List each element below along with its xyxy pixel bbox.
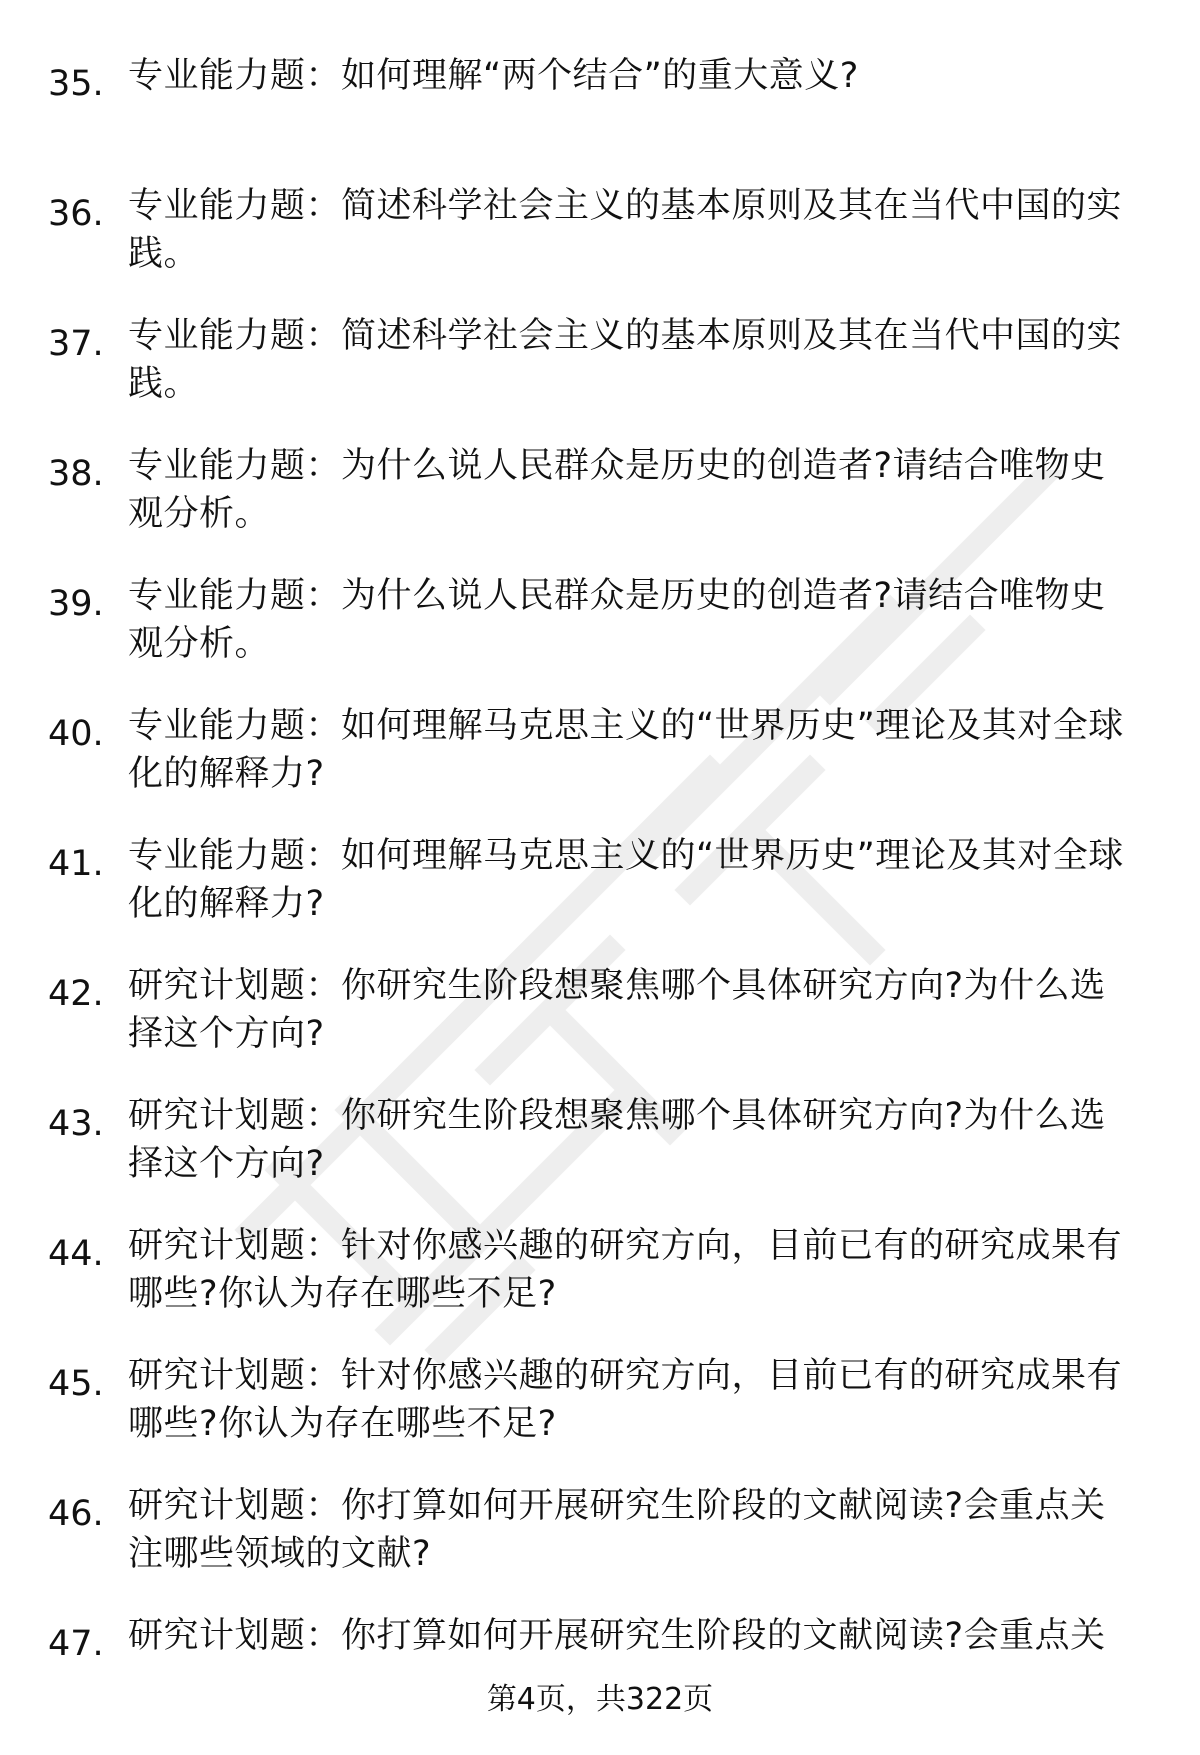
question-number: 44. xyxy=(48,1234,104,1274)
question-item xyxy=(0,442,1200,572)
question-number: 39. xyxy=(48,584,104,624)
question-number: 36. xyxy=(48,194,104,234)
question-number: 40. xyxy=(48,714,104,754)
question-text: 研究计划题：针对你感兴趣的研究方向，目前已有的研究成果有哪些?你认为存在哪些不足? xyxy=(128,1356,1123,1444)
question-number: 43. xyxy=(48,1104,104,1144)
question-item xyxy=(0,1352,1200,1482)
question-number: 46. xyxy=(48,1494,104,1534)
question-number: 41. xyxy=(48,844,104,884)
question-item xyxy=(0,1092,1200,1222)
question-item xyxy=(0,182,1200,312)
page-footer: 第4页，共322页 xyxy=(486,1682,714,1717)
question-text: 专业能力题：如何理解马克思主义的“世界历史”理论及其对全球化的解释力? xyxy=(128,706,1124,794)
question-text: 专业能力题：如何理解“两个结合”的重大意义? xyxy=(128,56,859,96)
question-number: 42. xyxy=(48,974,104,1014)
question-item xyxy=(0,1612,1200,1742)
question-text: 研究计划题：你研究生阶段想聚焦哪个具体研究方向?为什么选择这个方向? xyxy=(128,966,1106,1054)
question-text: 研究计划题：你打算如何开展研究生阶段的文献阅读?会重点关 xyxy=(128,1616,1106,1656)
question-number: 45. xyxy=(48,1364,104,1404)
question-number: 38. xyxy=(48,454,104,494)
question-text: 专业能力题：简述科学社会主义的基本原则及其在当代中国的实践。 xyxy=(128,186,1123,274)
question-text: 专业能力题：如何理解马克思主义的“世界历史”理论及其对全球化的解释力? xyxy=(128,836,1124,924)
question-text: 研究计划题：你研究生阶段想聚焦哪个具体研究方向?为什么选择这个方向? xyxy=(128,1096,1106,1184)
question-text: 专业能力题：简述科学社会主义的基本原则及其在当代中国的实践。 xyxy=(128,316,1123,404)
question-item xyxy=(0,572,1200,702)
question-list xyxy=(0,52,1200,1742)
question-text: 专业能力题：为什么说人民群众是历史的创造者?请结合唯物史观分析。 xyxy=(128,576,1106,664)
question-item xyxy=(0,1482,1200,1612)
question-item xyxy=(0,702,1200,832)
question-item xyxy=(0,52,1200,182)
question-text: 研究计划题：你打算如何开展研究生阶段的文献阅读?会重点关注哪些领域的文献? xyxy=(128,1486,1106,1574)
question-item xyxy=(0,1222,1200,1352)
question-text: 专业能力题：为什么说人民群众是历史的创造者?请结合唯物史观分析。 xyxy=(128,446,1106,534)
question-item xyxy=(0,312,1200,442)
question-item xyxy=(0,832,1200,962)
question-item xyxy=(0,962,1200,1092)
question-text: 研究计划题：针对你感兴趣的研究方向，目前已有的研究成果有哪些?你认为存在哪些不足? xyxy=(128,1226,1123,1314)
question-number: 35. xyxy=(48,64,104,104)
question-number: 47. xyxy=(48,1624,104,1664)
question-number: 37. xyxy=(48,324,104,364)
